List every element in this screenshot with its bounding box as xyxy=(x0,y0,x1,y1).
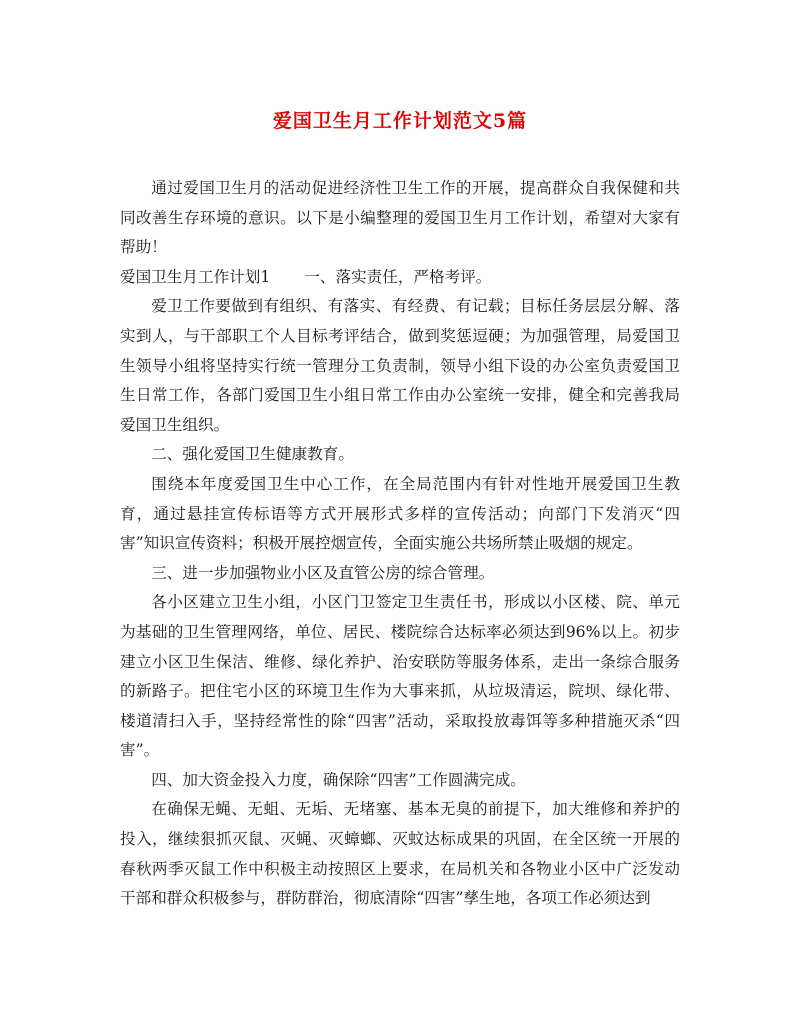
section1-heading: 一、落实责任，严格考评。 xyxy=(304,267,492,286)
section3-paragraph: 各小区建立卫生小组，小区门卫签定卫生责任书，形成以小区楼、院、单元为基础的卫生管理网络，单位、居民、楼院综合达标率必须达到96%以上。初步建立小区卫生保洁、维修、绿化养护、治安联防等服务体系，走出一条综合服务的新路子。把住宅小区的环境卫生作为大事来抓，从垃圾清运，院坝、绿化带、楼道清扫入手，坚持经常性的除“四害”活动，采取投放毒饵等多种措施灭杀“四害”。 xyxy=(120,593,680,760)
document-title: 爱国卫生月工作计划范文5篇 xyxy=(272,110,528,132)
section2-heading: 二、强化爱国卫生健康教育。 xyxy=(151,445,354,464)
plan-heading-line xyxy=(120,263,680,293)
section2-paragraph: 围绕本年度爱国卫生中心工作，在全局范围内有针对性地开展爱国卫生教育，通过悬挂宣传标语等方式开展形式多样的宣传活动；向部门下发消灭“四害”知识宣传资料；积极开展控烟宣传，全面实施公共场所禁止吸烟的规定。 xyxy=(120,474,680,553)
section1-paragraph: 爱卫工作要做到有组织、有落实、有经费、有记载；目标任务层层分解、落实到人，与干部职工个人目标考评结合，做到奖惩逗硬；为加强管理，局爱国卫生领导小组将坚持实行统一管理分工负责制，领导小组下设的办公室负责爱国卫生日常工作，各部门爱国卫生小组日常工作由办公室统一安排，健全和完善我局爱国卫生组织。 xyxy=(120,297,680,434)
intro-paragraph: 通过爱国卫生月的活动促进经济性卫生工作的开展，提高群众自我保健和共同改善生存环境的意识。以下是小编整理的爱国卫生月工作计划，希望对大家有帮助！ xyxy=(120,179,680,257)
section4-paragraph: 在确保无蝇、无蛆、无垢、无堵塞、基本无臭的前提下，加大维修和养护的投入，继续狠抓灭鼠、灭蝇、灭蟑螂、灭蚊达标成果的巩固，在全区统一开展的春秋两季灭鼠工作中积极主动按照区上要求，在局机关和各物业小区中广泛发动干部和群众积极参与，群防群治，彻底清除“四害”孳生地，各项工作必须达到 xyxy=(120,800,680,908)
document-body xyxy=(120,174,680,914)
section3-heading: 三、进一步加强物业小区及直管公房的综合管理。 xyxy=(151,563,495,582)
section4-heading: 四、加大资金投入力度，确保除“四害”工作圆满完成。 xyxy=(151,770,526,789)
plan-label: 爱国卫生月工作计划1 xyxy=(120,267,271,286)
